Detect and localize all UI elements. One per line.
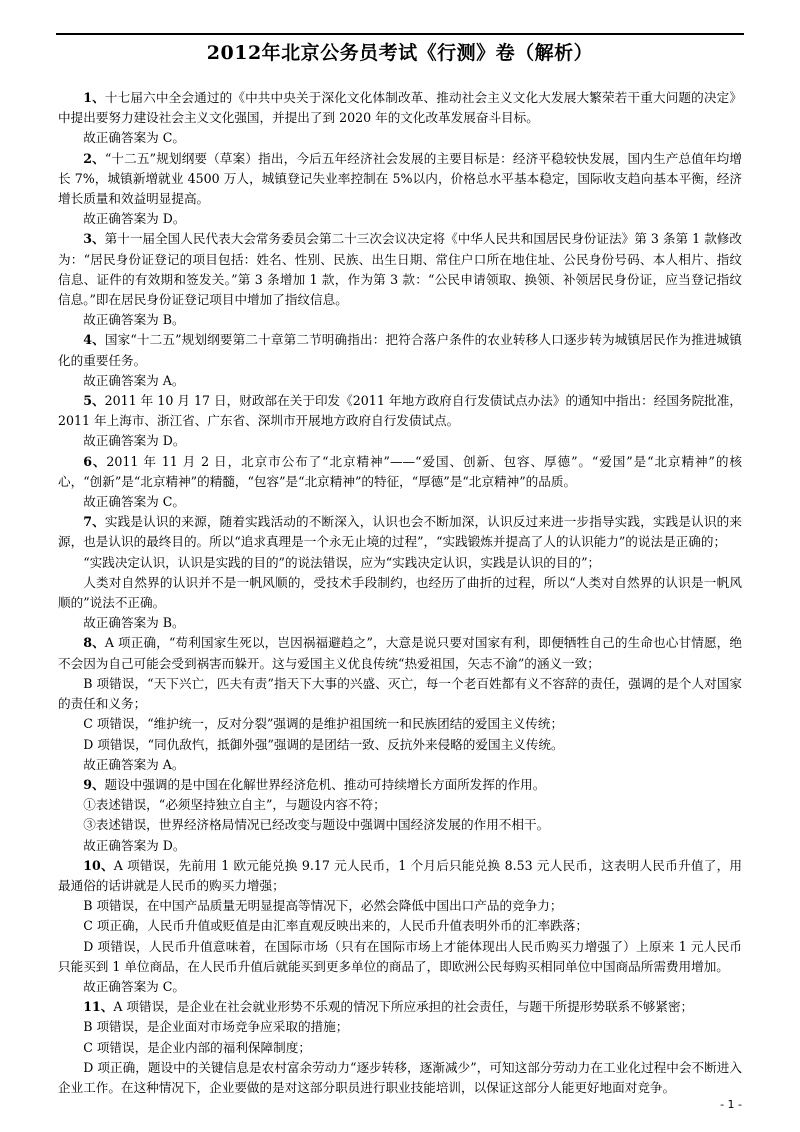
- question-number: 4、: [83, 332, 105, 348]
- explanation-line: [58, 209, 742, 229]
- paragraph-text: 2011 年 11 月 2 日，北京市公布了“北京精神”——“爱国、创新、包容、厚德”。“爱国”是“北京精神”的核心，“创新”是“北京精神”的精髓，“包容”是“北京精神”的特征，“厚德”是“北京精神”的品质。: [58, 453, 742, 489]
- explanation-line: [58, 735, 742, 755]
- explanation-line: [58, 977, 742, 997]
- explanation-line: [58, 916, 742, 936]
- question-paragraph: [58, 856, 742, 896]
- question-number: 10、: [83, 857, 114, 873]
- question-number: 6、: [83, 453, 107, 469]
- explanation-line: [58, 674, 742, 714]
- explanation-line: [58, 553, 742, 573]
- paragraph-text: 故正确答案为 D。: [83, 837, 186, 853]
- explanation-line: [58, 310, 742, 330]
- question-paragraph: [58, 149, 742, 210]
- paragraph-text: A 项正确，“苟利国家生死以，岂因祸福避趋之”，大意是说只要对国家有利，即便牺牲自己的生命也心甘情愿，绝不会因为自己可能会受到祸害而躲开。这与爱国主义优良传统“热爱祖国，矢志不渝”的涵义一致；: [58, 635, 742, 671]
- paragraph-text: A 项错误，先前用 1 欧元能兑换 9.17 元人民币，1 个月后只能兑换 8.53 元人民币，这表明人民币升值了，用最通俗的话讲就是人民币的购买力增强；: [58, 857, 742, 893]
- explanation-line: [58, 896, 742, 916]
- paragraph-text: B 项错误，是企业面对市场竞争应采取的措施；: [83, 1019, 349, 1035]
- question-paragraph: [58, 997, 742, 1017]
- explanation-line: [58, 836, 742, 856]
- paragraph-text: D 项正确，题设中的关键信息是农村富余劳动力“逐步转移，逐渐减少”，可知这部分劳动力在工业化过程中会不断进入企业工作。在这种情况下，企业要做的是对这部分职员进行职业技能培训，以保证这部分人能更好地面对竞争。: [58, 1059, 742, 1095]
- question-paragraph: [58, 512, 742, 552]
- paragraph-text: 题设中强调的是中国在化解世界经济危机、推动可持续增长方面所发挥的作用。: [104, 776, 546, 792]
- paragraph-text: 十七届六中全会通过的《中共中央关于深化文化体制改革、推动社会主义文化大发展大繁荣若干重大问题的决定》中提出要努力建设社会主义文化强国，并提出了到 2020 年的文化改革发展奋斗目标。: [58, 90, 743, 126]
- explanation-line: [58, 573, 742, 613]
- paragraph-text: 2011 年 10 月 17 日，财政部在关于印发《2011 年地方政府自行发债试点办法》的通知中指出：经国务院批准，2011 年上海市、浙江省、广东省、深圳市开展地方政府自行发债试点。: [58, 393, 743, 429]
- paragraph-text: C 项正确，人民币升值或贬值是由汇率直观反映出来的，人民币升值表明外币的汇率跌落；: [83, 918, 588, 934]
- explanation-line: [58, 431, 742, 451]
- explanation-line: [58, 128, 742, 148]
- explanation-line: [58, 815, 742, 835]
- paragraph-text: 实践是认识的来源，随着实践活动的不断深入，认识也会不断加深，认识反过来进一步指导实践，实践是认识的来源，也是认识的最终目的。所以“追求真理是一个永无止境的过程”，“实践锻炼并提高了人的认识能力”的说法是正确的；: [58, 514, 743, 550]
- paragraph-text: A 项错误，是企业在社会就业形势不乐观的情况下所应承担的社会责任，与题干所提形势联系不够紧密；: [113, 999, 694, 1015]
- explanation-line: [58, 795, 742, 815]
- paragraph-text: 第十一届全国人民代表大会常务委员会第二十三次会议决定将《中华人民共和国居民身份证法》第 3 条第 1 款修改为：“居民身份证登记的项目包括：姓名、性别、民族、出生日期、常住户口所在地住址、公民身份号码、本人相片、指纹信息、证件的有效期和签发关。”第 3 条增加 1 款，作为第 3 款：“公民申请领取、换领、补领居民身份证，应当登记指纹信息。”即在居民身份证登记项目中增加了指纹信息。: [58, 231, 743, 308]
- paragraph-text: “十二五”规划纲要（草案）指出，今后五年经济社会发展的主要目标是：经济平稳较快发展，国内生产总值年均增长 7%，城镇新增就业 4500 万人，城镇登记失业率控制在 5%以内，价格总水平基本稳定，国际收支趋向基本平衡，经济增长质量和效益明显提高。: [58, 150, 742, 207]
- question-number: 1、: [83, 90, 105, 105]
- paragraph-text: 故正确答案为 C。: [83, 494, 185, 510]
- question-paragraph: [58, 391, 742, 431]
- question-paragraph: [58, 452, 742, 492]
- paragraph-text: ①表述错误，“必须坚持独立自主”，与题设内容不符；: [83, 797, 386, 813]
- paragraph-text: C 项错误，是企业内部的福利保障制度；: [83, 1039, 311, 1055]
- paragraph-text: B 项错误，在中国产品质量无明显提高等情况下，必然会降低中国出口产品的竞争力；: [83, 898, 563, 914]
- paragraph-text: 故正确答案为 D。: [83, 211, 186, 227]
- explanation-line: [58, 613, 742, 633]
- question-number: 11、: [83, 999, 114, 1015]
- question-paragraph: [58, 633, 742, 673]
- paragraph-text: 故正确答案为 A。: [83, 756, 185, 772]
- explanation-line: [58, 1017, 742, 1037]
- question-number: 7、: [83, 514, 105, 530]
- explanation-line: [58, 371, 742, 391]
- paragraph-text: 国家“十二五”规划纲要第二十章第二节明确指出：把符合落户条件的农业转移人口逐步转为城镇居民作为推进城镇化的重要任务。: [58, 332, 742, 368]
- question-number: 9、: [83, 776, 105, 792]
- paragraph-text: 故正确答案为 B。: [83, 615, 185, 631]
- paragraph-text: 故正确答案为 D。: [83, 433, 186, 449]
- paragraph-text: 故正确答案为 C。: [83, 130, 185, 146]
- explanation-line: [58, 1038, 742, 1058]
- paragraph-text: B 项错误，“天下兴亡，匹夫有责”指天下大事的兴盛、灭亡，每一个老百姓都有义不容辞的责任，强调的是个人对国家的责任和义务；: [58, 675, 742, 712]
- paragraph-text: ③表述错误，世界经济格局情况已经改变与题设中强调中国经济发展的作用不相干。: [83, 817, 550, 833]
- page-number: - 1 -: [720, 1098, 742, 1111]
- question-number: 2、: [83, 150, 105, 166]
- paragraph-text: 人类对自然界的认识并不是一帆风顺的，受技术手段制约，也经历了曲折的过程，所以“人类对自然界的认识是一帆风顺的”说法不正确。: [58, 574, 742, 611]
- question-paragraph: [58, 775, 742, 795]
- question-number: 3、: [83, 231, 105, 247]
- question-paragraph: [58, 229, 742, 310]
- question-paragraph: [58, 88, 742, 128]
- explanation-line: [58, 492, 742, 512]
- paragraph-text: 故正确答案为 B。: [83, 312, 185, 328]
- explanation-line: [58, 714, 742, 734]
- paragraph-text: D 项错误，人民币升值意味着，在国际市场（只有在国际市场上才能体现出人民币购买力增强了）上原来 1 元人民币只能买到 1 单位商品，在人民币升值后就能买到更多单位的商品了，即欧洲公民每购买相同单位中国商品所需费用增加。: [58, 938, 742, 974]
- paragraph-text: 故正确答案为 A。: [83, 372, 185, 388]
- header-rule: [56, 33, 744, 35]
- question-number: 5、: [83, 393, 105, 409]
- explanation-line: [58, 1058, 742, 1098]
- document-body: [58, 88, 742, 1098]
- paragraph-text: “实践决定认识，认识是实践的目的”的说法错误，应为“实践决定认识，实践是认识的目的”；: [83, 554, 601, 570]
- document-title: 2012年北京公务员考试《行测》卷（解析）: [206, 42, 594, 64]
- paragraph-text: C 项错误，“维护统一，反对分裂”强调的是维护祖国统一和民族团结的爱国主义传统；: [83, 716, 564, 732]
- explanation-line: [58, 755, 742, 775]
- paragraph-text: D 项错误，“同仇敌忾，抵御外强”强调的是团结一致、反抗外来侵略的爱国主义传统。: [83, 736, 564, 752]
- question-paragraph: [58, 330, 742, 370]
- paragraph-text: 故正确答案为 C。: [83, 978, 185, 994]
- question-number: 8、: [83, 635, 105, 651]
- explanation-line: [58, 937, 742, 977]
